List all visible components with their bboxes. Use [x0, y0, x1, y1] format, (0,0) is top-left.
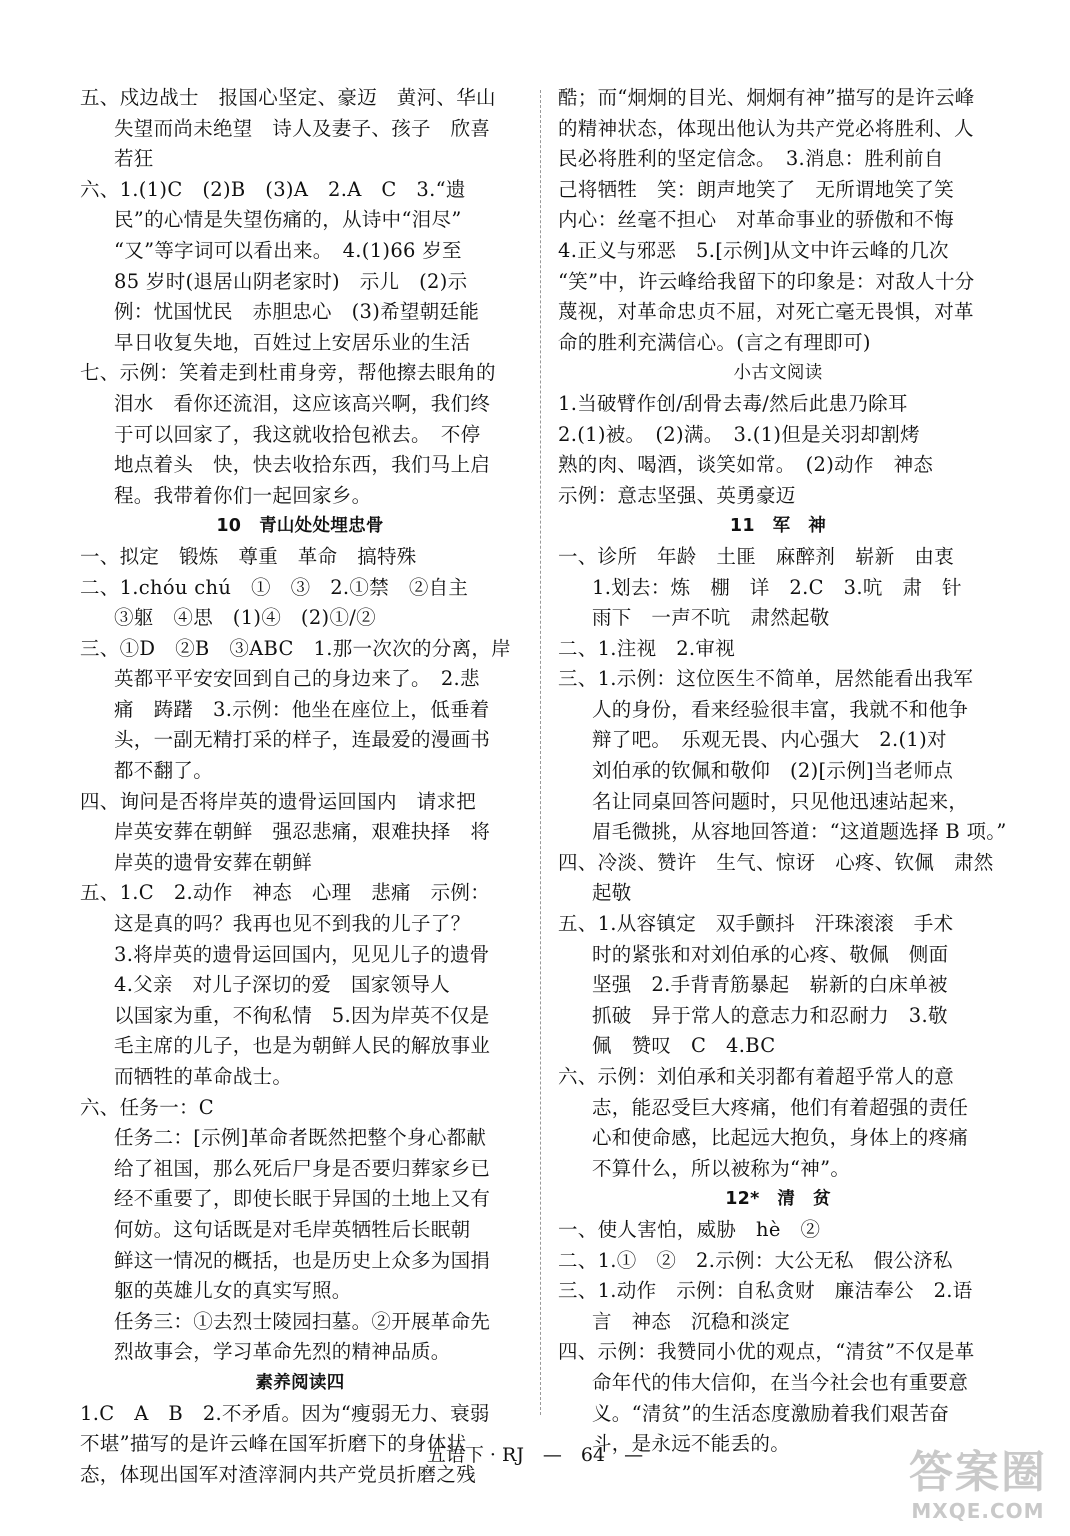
text-line: 例：忧国忧民 赤胆忠心 (3)希望朝廷能 — [114, 300, 480, 324]
text-line: 蔑视，对革命忠贞不屈，对死亡毫无畏惧，对革 — [558, 300, 974, 324]
text-line: “笑”中，许云峰给我留下的印象是：对敌人十分 — [558, 269, 975, 293]
text-line: 心和使命感，比起远大抱负，身体上的疼痛 — [592, 1126, 969, 1150]
column-divider — [540, 90, 541, 1415]
text-line: 任务三：①去烈士陵园扫墓。②开展革命先 — [114, 1309, 491, 1333]
text-line: 一、诊所 年龄 土匪 麻醉剂 崭新 由衷 — [558, 544, 955, 568]
text-line: 义。“清贫”的生活态度激励着我们艰苦奋 — [592, 1401, 950, 1425]
text-line: 时的紧张和对刘伯承的心疼、敬佩 侧面 — [592, 942, 949, 966]
text-line: 地点着头 快，快去收拾东西，我们马上启 — [114, 453, 491, 477]
text-line: 雨下 一声不吭 肃然起敬 — [592, 606, 830, 630]
text-line: 毛主席的儿子，也是为朝鲜人民的解放事业 — [114, 1034, 491, 1058]
text-line: 三、1.动作 示例：自私贪财 廉洁奉公 2.语 — [558, 1279, 973, 1303]
text-line: 而牺牲的革命战士。 — [114, 1065, 293, 1088]
text-line: 躯的英雄儿女的真实写照。 — [114, 1279, 352, 1303]
text-line: 失望而尚未绝望 诗人及妻子、孩子 欣喜 — [114, 116, 491, 140]
text-line: 己将牺牲 笑：朗声地笑了 无所谓地笑了笑 — [558, 177, 955, 201]
text-line: 给了祖国，那么死后尸身是否要归葬家乡已 — [114, 1156, 491, 1180]
text-line: 早日收复失地，百姓过上安居乐业的生活 — [114, 330, 471, 354]
text-line: 民”的心情是失望伤痛的，从诗中“泪尽” — [114, 208, 462, 232]
text-line: 于可以回家了，我这就收拾包袱去。 不停 — [114, 422, 481, 446]
text-line: 示例：意志坚强、英勇豪迈 — [558, 483, 796, 507]
text-line: 1.划去：炼 棚 详 2.C 3.吭 肃 针 — [592, 575, 962, 599]
section-heading: 11 军 神 — [729, 516, 827, 537]
text-line: 四、示例：我赞同小优的观点，“清贫”不仅是革 — [558, 1340, 975, 1364]
text-line: 命的胜利充满信心。(言之有理即可) — [558, 330, 871, 354]
text-line: 七、示例：笑着走到杜甫身旁，帮他擦去眼角的 — [80, 361, 496, 385]
text-line: 人的身份，看来经验很丰富，我就不和他争 — [592, 697, 969, 721]
text-line: 酷；而“炯炯的目光、炯炯有神”描写的是许云峰 — [558, 86, 975, 109]
text-line: 斗，是永远不能丢的。 — [592, 1432, 791, 1456]
text-line: 岸英安葬在朝鲜 强忍悲痛，艰难抉择 将 — [114, 820, 491, 844]
text-line: 英都平平安安回到自己的身边来了。 2.悲 — [114, 667, 480, 691]
text-line: 这是真的吗？我再也见不到我的儿子了？ — [114, 912, 471, 936]
text-line: “又”等字词可以看出来。 4.(1)66 岁至 — [114, 238, 462, 262]
text-line: 程。我带着你们一起回家乡。 — [114, 483, 372, 507]
text-line: 3.将岸英的遗骨运回国内，见见儿子的遗骨 — [114, 942, 490, 966]
watermark-logo — [893, 1448, 1063, 1532]
text-line: 内心：丝毫不担心 对革命事业的骄傲和不悔 — [558, 208, 955, 232]
watermark-glyphs: 答案圈 — [909, 1447, 1047, 1498]
text-line: 抓破 异于常人的意志力和忍耐力 3.敬 — [592, 1003, 948, 1027]
text-line: 头，一副无精打采的样子，连最爱的漫画书 — [114, 728, 491, 752]
text-line: 态，体现出国军对渣滓洞内共产党员折磨之残 — [80, 1462, 477, 1486]
text-line: 辩了吧。 乐观无畏、内心强大 2.(1)对 — [592, 728, 947, 752]
text-line: 眉毛微挑，从容地回答道：“这道题选择 B 项。” — [592, 820, 1007, 844]
text-line: 1.当破臂作创/刮骨去毒/然后此患乃除耳 — [558, 391, 908, 415]
text-line: 五、1.从容镇定 双手颤抖 汗珠滚滚 手术 — [558, 912, 954, 936]
section-heading: 小古文阅读 — [733, 363, 823, 384]
text-line: 六、任务一：C — [80, 1095, 215, 1119]
right-column — [558, 83, 1007, 1460]
text-line: 二、1.① ② 2.示例：大公无私 假公济私 — [558, 1248, 953, 1272]
text-line: 五、戍边战士 报国心坚定、豪迈 黄河、华山 — [80, 86, 496, 109]
text-line: 85 岁时(退居山阴老家时) 示儿 (2)示 — [114, 269, 468, 293]
text-line: 烈故事会，学习革命先烈的精神品质。 — [114, 1340, 451, 1364]
text-line: 四、询问是否将岸英的遗骨运回国内 请求把 — [80, 789, 477, 813]
watermark-url: MXQE.COM — [911, 1499, 1045, 1523]
text-line: 五、1.C 2.动作 神态 心理 悲痛 示例： — [80, 881, 491, 905]
text-line: 的精神状态，体现出他认为共产党必将胜利、人 — [558, 116, 974, 140]
text-line: 一、拟定 锻炼 尊重 革命 搞特殊 — [80, 544, 417, 568]
text-line: 岸英的遗骨安葬在朝鲜 — [114, 850, 313, 874]
text-line: 志，能忍受巨大疼痛，他们有着超强的责任 — [592, 1095, 969, 1119]
text-line: 4.正义与邪恶 5.[示例]从文中许云峰的几次 — [558, 238, 949, 262]
text-line: 2.(1)被。 (2)满。 3.(1)但是关羽却割烤 — [558, 422, 920, 446]
text-line: ③躯 ④思 (1)④ (2)①/② — [114, 606, 376, 630]
section-heading: 10 青山处处埋忠骨 — [216, 516, 384, 537]
text-line: 言 神态 沉稳和淡定 — [592, 1309, 791, 1333]
text-line: 三、①D ②B ③ABC 1.那一次次的分离，岸 — [80, 636, 511, 660]
text-line: 六、示例：刘伯承和关羽都有着超乎常人的意 — [558, 1065, 955, 1088]
page-footer: 五语下 · RJ — 64 — — [426, 1444, 644, 1466]
text-line: 坚强 2.手背青筋暴起 崭新的白床单被 — [592, 973, 948, 997]
text-line: 经不重要了，即使长眠于异国的土地上又有 — [114, 1187, 491, 1211]
text-line: 二、1.chóu chú ① ③ 2.①禁 ②自主 — [80, 575, 469, 599]
text-line: 一、使人害怕，威胁 hè ② — [558, 1217, 821, 1241]
text-line: 四、冷淡、赞许 生气、惊讶 心疼、钦佩 肃然 — [558, 850, 994, 874]
section-heading: 12* 清 贫 — [725, 1189, 831, 1210]
text-line: 痛 踌躇 3.示例：他坐在座位上，低垂着 — [114, 697, 490, 721]
text-line: 熟的肉、喝酒，谈笑如常。 (2)动作 神态 — [558, 453, 934, 477]
text-line: 民必将胜利的坚定信念。 3.消息：胜利前自 — [558, 147, 944, 171]
text-line: 不堪”描写的是许云峰在国军折磨下的身体状 — [80, 1432, 467, 1456]
left-column — [80, 83, 520, 1490]
text-line: 二、1.注视 2.审视 — [558, 636, 736, 660]
text-line: 起敬 — [592, 881, 632, 905]
text-line: 若狂 — [114, 147, 154, 171]
text-line: 名让同桌回答问题时，只见他迅速站起来， — [592, 789, 969, 813]
text-line: 不算什么，所以被称为“神”。 — [592, 1156, 851, 1180]
text-line: 刘伯承的钦佩和敬仰 (2)[示例]当老师点 — [592, 759, 954, 783]
text-line: 何妨。这句话既是对毛岸英牺牲后长眠朝 — [114, 1217, 471, 1241]
section-heading: 素养阅读四 — [255, 1372, 345, 1393]
text-line: 都不翻了。 — [114, 759, 214, 783]
text-line: 命年代的伟大信仰，在当今社会也有重要意 — [592, 1370, 969, 1394]
text-line: 佩 赞叹 C 4.BC — [592, 1034, 776, 1058]
text-line: 三、1.示例：这位医生不简单，居然能看出我军 — [558, 667, 974, 691]
text-line: 泪水 看你还流泪，这应该高兴啊，我们终 — [114, 391, 491, 415]
text-line: 任务二：[示例]革命者既然把整个身心都献 — [114, 1126, 487, 1150]
text-line: 以国家为重，不徇私情 5.因为岸英不仅是 — [114, 1003, 490, 1027]
text-line: 鲜这一情况的概括，也是历史上众多为国捐 — [114, 1248, 491, 1272]
text-line: 4.父亲 对儿子深切的爱 国家领导人 — [114, 973, 451, 997]
text-line: 1.C A B 2.不矛盾。因为“瘦弱无力、衰弱 — [80, 1401, 490, 1425]
text-line: 六、1.(1)C (2)B (3)A 2.A C 3.“遗 — [80, 177, 466, 201]
